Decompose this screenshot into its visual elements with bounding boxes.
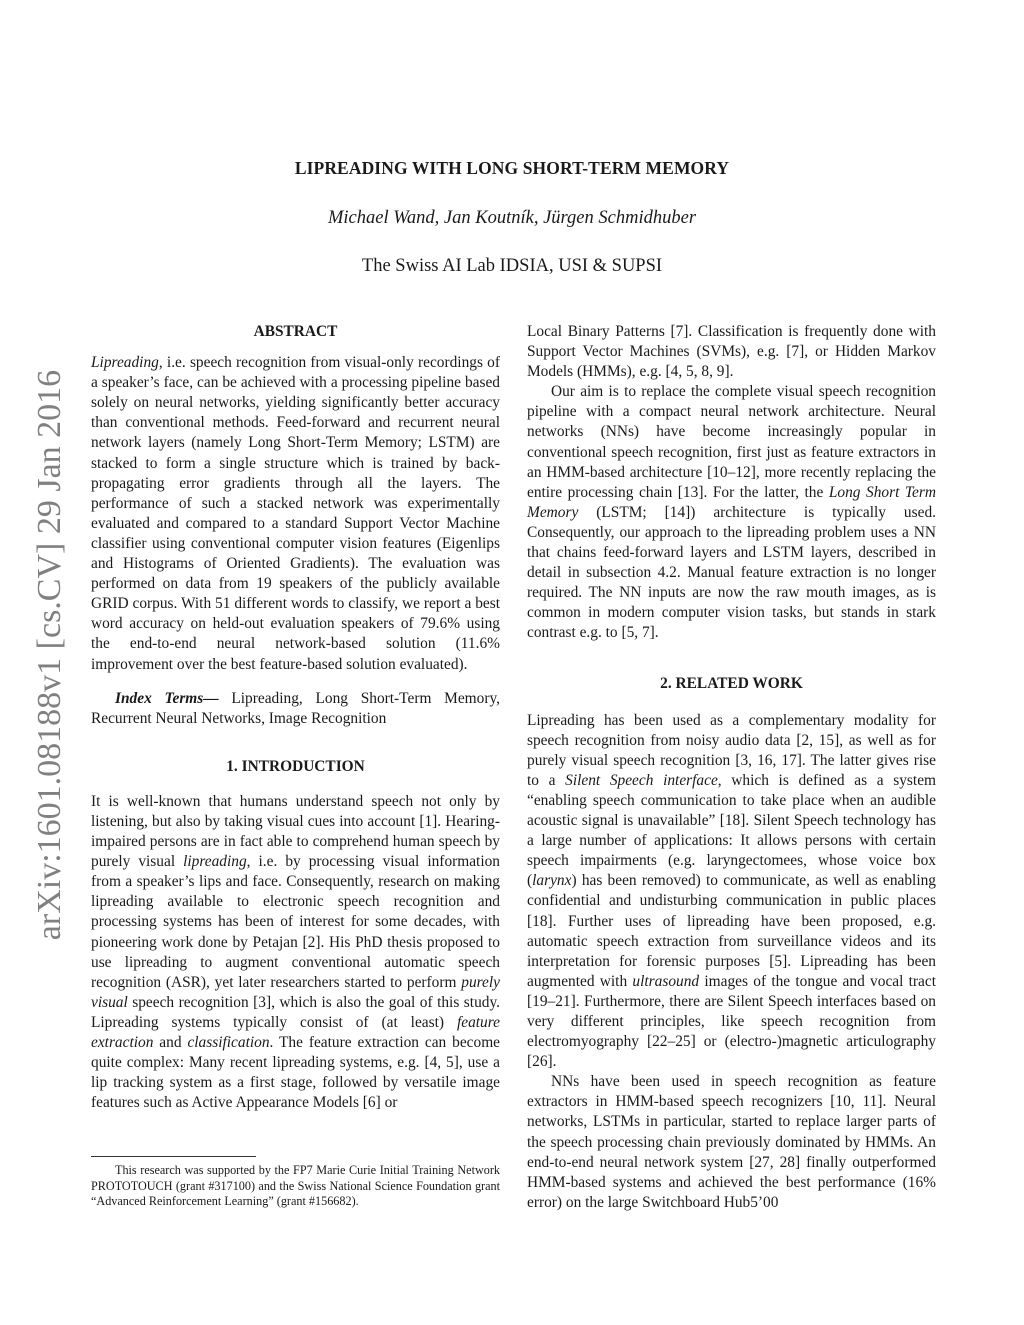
- related-text: , which is defined as a system “enabling speech communication to take place when an audible acoustic signal is unavailable” [18]. Silent Speech technology has a large number of applications: It allows persons with certain speech impairments (e.g. laryngectomees, whose voice box (: [527, 771, 937, 890]
- intro-emphasis: lipreading: [183, 853, 247, 871]
- intro-emphasis: purely visual: [91, 973, 500, 1011]
- abstract-heading: ABSTRACT: [253, 323, 338, 340]
- intro-text: , i.e. by processing visual information from a speaker’s lips and face. Consequently, research on making lipreading available to electronic speech recognition and processing systems has been of interest for some decades, with pioneering work done by Petajan [2]. His PhD thesis proposed to use lipreading to augment conventional automatic speech recognition (ASR), yet later researchers started to perform: [91, 853, 501, 991]
- paper-affiliation: The Swiss AI Lab IDSIA, USI & SUPSI: [361, 256, 663, 276]
- abstract-text: [91, 353, 500, 675]
- index-terms-label: Index Terms—: [115, 689, 219, 707]
- intro-text: . The feature extraction can become quite complex: Many recent lipreading systems, e.g. [4, 5], use a lip tracking system as a first stage, followed by versatile image features such as Active Appearance Models [6] or: [91, 1034, 500, 1112]
- right-column: [527, 322, 936, 1213]
- intro-emphasis: feature extraction: [91, 1013, 500, 1051]
- related-text: ) has been removed) to communicate, as well as enabling confidential and undisturbing communication in public places [18]. Further uses of lipreading have been proposed, e.g. automatic speech extraction from surveillance videos and its interpretation for forensic purposes [5]. Lipreading has been augmented with: [527, 872, 936, 990]
- intro-text: speech recognition [3], which is also the goal of this study. Lipreading systems typically consist of (at least): [91, 993, 500, 1031]
- intro-emphasis: Long Short Term Memory: [527, 483, 936, 521]
- related-text: images of the tongue and vocal tract [19–21]. Furthermore, there are Silent Speech interfaces based on very different principles, like speech recognition from electromyography [22–25] or (electro-)magnetic articulography [26].: [527, 972, 936, 1071]
- paper-title: LIPREADING WITH LONG SHORT-TERM MEMORY: [294, 158, 730, 178]
- arxiv-side-label: arXiv:1601.08188v1 [cs.CV] 29 Jan 2016: [31, 369, 68, 941]
- intro-text: (LSTM; [14]) architecture is typically used. Consequently, our approach to the lipreading problem uses a NN that chains feed-forward layers and LSTM layers, described in detail in subsection 4.2. Manual feature extraction is no longer required. The NN inputs are now the raw mouth images, as is common in modern computer vision tasks, but stands in stark contrast e.g. to [5, 7].: [527, 503, 936, 642]
- intro-heading: 1. INTRODUCTION: [226, 757, 365, 775]
- left-column: [91, 322, 500, 1113]
- intro-paragraph-2: [527, 382, 936, 643]
- footnote-text: This research was supported by the FP7 Marie Curie Initial Training Network PROTOTOUCH (grant #317100) and the Swiss National Science Foundation grant “Advanced Reinforcement Learning” (grant #156682).: [91, 1163, 500, 1209]
- index-terms-text: Lipreading, Long Short-Term Memory, Recurrent Neural Networks, Image Recognition: [91, 689, 500, 727]
- related-emphasis: ultrasound: [632, 972, 700, 990]
- intro-text: and: [153, 1034, 188, 1051]
- footnote-rule: [91, 1156, 256, 1157]
- related-paragraph-1: [527, 711, 936, 1073]
- related-heading: 2. RELATED WORK: [660, 674, 803, 692]
- related-emphasis: larynx: [532, 872, 572, 890]
- related-paragraph-2: NNs have been used in speech recognition as feature extractors in HMM-based speech recognizers [10, 11]. Neural networks, LSTMs in particular, started to replace larger parts of the speech processing chain previously dominated by HMMs. An end-to-end neural network system [27, 28] finally outperformed HMM-based systems and achieved the best performance (16% error) on the large Switchboard Hub5’00: [527, 1073, 936, 1211]
- abstract-lead: Lipreading: [91, 354, 159, 372]
- index-terms: [91, 689, 500, 729]
- abstract-body: , i.e. speech recognition from visual-only recordings of a speaker’s face, can be achieved with a processing pipeline based solely on neural networks, yielding significantly better accuracy than conventional methods. Feed-forward and recurrent neural network layers (namely Long Short-Term Memory; LSTM) are stacked to form a single structure which is trained by back-propagating error gradients through all the layers. The performance of such a stacked network was experimentally evaluated and compared to a standard Support Vector Machine classifier using conventional computer vision features (Eigenlips and Histograms of Oriented Gradients). The evaluation was performed on data from 19 speakers of the publicly available GRID corpus. With 51 different words to classify, we report a best word accuracy on held-out evaluation speakers of 79.6% using the end-to-end neural network-based solution (11.6% improvement over the best feature-based solution evaluated).: [91, 354, 500, 673]
- related-text: Lipreading has been used as a complementary modality for speech recognition from noisy audio data [2, 15], as well as for purely visual speech recognition [3, 16, 17]. The latter gives rise to a: [527, 711, 936, 789]
- intro-text: Our aim is to replace the complete visual speech recognition pipeline with a compact neural network architecture. Neural networks (NNs) have become increasingly popular in conventional speech recognition, first just as feature extractors in an HMM-based architecture [10–12], more recently replacing the entire processing chain [13]. For the latter, the: [527, 383, 936, 501]
- intro-emphasis: classification: [187, 1034, 270, 1051]
- intro-paragraph-1-continued: Local Binary Patterns [7]. Classification is frequently done with Support Vector Machines (SVMs), e.g. [7], or Hidden Markov Models (HMMs), e.g. [4, 5, 8, 9].: [527, 323, 936, 381]
- footnote: [91, 1156, 500, 1210]
- related-emphasis: Silent Speech interface: [565, 771, 718, 789]
- paper-authors: Michael Wand, Jan Koutník, Jürgen Schmidhuber: [327, 208, 697, 228]
- intro-text: It is well-known that humans understand speech not only by listening, but also by taking visual cues into account [1]. Hearing-impaired persons are in fact able to comprehend human speech by purely visual: [91, 792, 500, 871]
- intro-paragraph-1: [91, 792, 500, 1114]
